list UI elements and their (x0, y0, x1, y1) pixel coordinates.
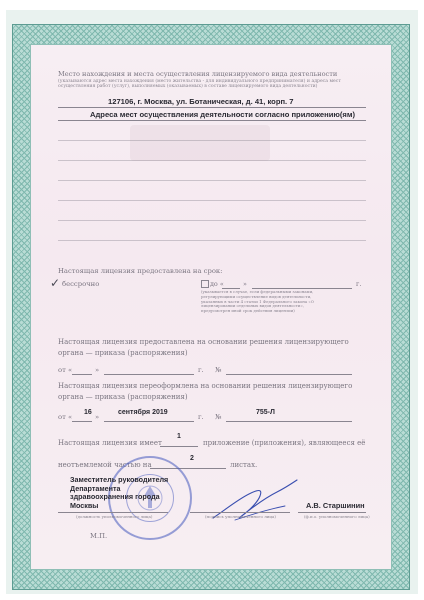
reissued-day: 16 (84, 409, 92, 416)
unlimited-label: бессрочно (62, 280, 100, 288)
reissued-text: Настоящая лицензия переоформлена на основании решения лицензирующего органа — приказа (распоряжения) (58, 382, 353, 401)
signatory-block (70, 476, 168, 510)
empty-line-4 (58, 200, 366, 201)
granted-date-from: от « (58, 366, 73, 374)
reissued-month: сентября 2019 (118, 409, 168, 416)
mp-label: М.П. (90, 532, 108, 540)
granted-day-line (72, 374, 92, 375)
reissued-year: г. (198, 413, 204, 421)
reissued-num: № (215, 413, 222, 421)
granted-month-line (104, 374, 194, 375)
annex-text-1: Настоящая лицензия имеет (58, 439, 162, 447)
granted-number-line (226, 374, 352, 375)
signature-line (190, 512, 290, 513)
until-checkbox (201, 280, 209, 288)
signature-note: (подпись уполномоченного лица) (205, 514, 276, 519)
location-heading-note: (указываются адрес места нахождения (место жительства - для индивидуального предпринимателя) и адреса мест осуществления работ (услуг), выполняемых (оказываемых) в составе лицензируемого вида деятельности) (58, 79, 341, 90)
annex-text-4: листах. (230, 461, 258, 469)
term-label: Настоящая лицензия предоставлена на срок: (58, 267, 223, 275)
until-mid: » (243, 280, 247, 288)
signature-icon (205, 470, 315, 530)
granted-date-mid: » (95, 366, 100, 374)
places-underline (58, 120, 366, 121)
reissued-month-line (104, 421, 194, 422)
term-note: (указывается в случае, если федеральными законами, регулирующими осуществление видов деятельности, указанных в части 4 статьи 1 Федерального закона «О лицензировании отдельных видов деятельности», предусмотрен иной срок действия лицензии) (201, 289, 314, 314)
empty-line-3 (58, 180, 366, 181)
signatory-line-1: Заместитель руководителя (70, 475, 169, 484)
granted-year: г. (198, 366, 204, 374)
signatory-line-4: Москвы (70, 500, 99, 510)
until-year: г. (356, 280, 362, 288)
signatory-line-3: здравоохранения города (70, 492, 160, 502)
empty-line-5 (58, 220, 366, 221)
empty-line-2 (58, 160, 366, 161)
granted-text: Настоящая лицензия предоставлена на основании решения лицензирующего органа — приказа (распоряжения) (58, 338, 349, 357)
position-line (58, 512, 168, 513)
address-underline (58, 107, 366, 108)
location-heading: Место нахождения и места осуществления лицензируемого вида деятельности (58, 70, 338, 78)
reissued-number-line (226, 421, 352, 422)
empty-line-1 (58, 140, 366, 141)
signatory-name: А.В. Старшинин (306, 501, 365, 510)
annex-sheets: 2 (190, 455, 194, 462)
reissued-day-line (72, 421, 92, 422)
signatory-line-2: Департамента (70, 483, 121, 493)
reissued-date-mid: » (95, 413, 100, 421)
reissued-number: 755-Л (256, 409, 275, 416)
until-prefix: до « (210, 280, 224, 288)
reissued-date-from: от « (58, 413, 73, 421)
check-mark-icon: ✓ (50, 276, 61, 290)
annex-text-3: неотъемлемой частью на (58, 461, 152, 469)
annex-count: 1 (177, 433, 181, 440)
granted-num: № (215, 366, 222, 374)
faint-watermark (130, 125, 270, 161)
address-value: 127106, г. Москва, ул. Ботаническая, д. 41, корп. 7 (108, 97, 294, 106)
name-note: (ф.и.о. уполномоченного лица) (304, 514, 370, 519)
unlimited-checkbox (50, 276, 60, 290)
places-value: Адреса мест осуществления деятельности согласно приложению(ям) (90, 110, 355, 119)
position-note: (должность уполномоченного лица) (76, 514, 153, 519)
empty-line-6 (58, 240, 366, 241)
annex-text-2: приложение (приложения), являющееся её (203, 439, 366, 447)
name-line (298, 512, 366, 513)
annex-count-line (160, 446, 198, 447)
